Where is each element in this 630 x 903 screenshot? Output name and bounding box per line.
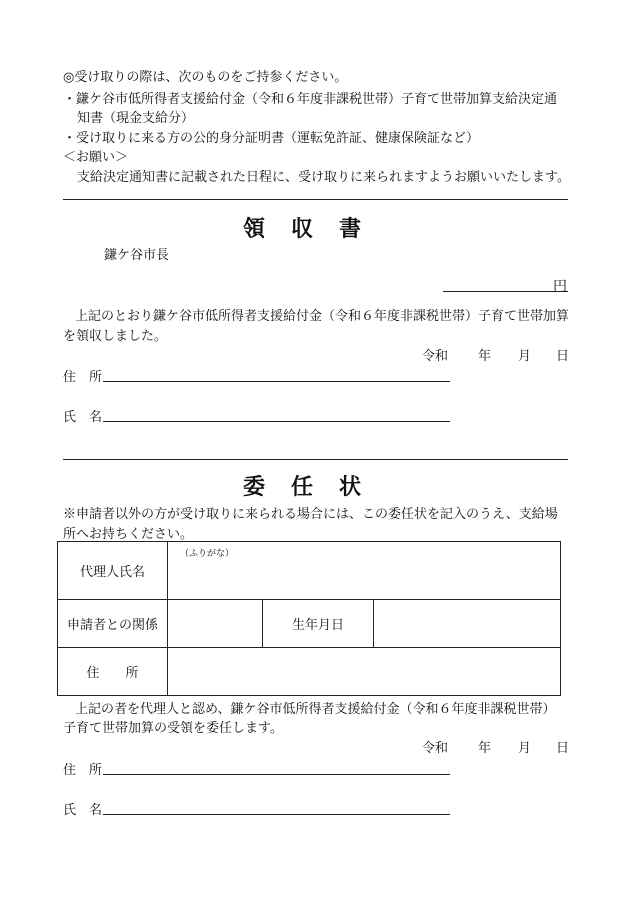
amount-line[interactable] bbox=[443, 291, 568, 292]
delegation-note-2: 所へお持ちください。 bbox=[63, 527, 194, 542]
delegation-date-month: 月 bbox=[518, 741, 532, 756]
delegation-table bbox=[57, 541, 561, 696]
yen-label: 円 bbox=[553, 279, 567, 295]
delegation-address-label: 住 所 bbox=[63, 763, 103, 778]
agent-address-field[interactable] bbox=[168, 648, 561, 696]
notice-line-6: 支給決定通知書に記載された日程に、受け取りに来られますようお願いいたします。 bbox=[77, 170, 570, 185]
receipt-name-field[interactable] bbox=[103, 421, 450, 422]
birthdate-label: 生年月日 bbox=[263, 600, 374, 648]
delegation-date-era: 令和 bbox=[422, 741, 449, 756]
notice-line-3: 知書（現金支給分） bbox=[77, 111, 195, 126]
delegation-body-1: 上記の者を代理人と認め、鎌ケ谷市低所得者支援給付金（令和６年度非課税世帯） bbox=[75, 702, 556, 717]
notice-line-2: ・鎌ケ谷市低所得者支援給付金（令和６年度非課税世帯）子育て世帯加算支給決定通 bbox=[63, 92, 558, 107]
birthdate-field[interactable] bbox=[374, 600, 561, 648]
delegation-note-1: ※申請者以外の方が受け取りに来られる場合には、この委任状を記入のうえ、支給場 bbox=[63, 507, 558, 522]
relation-label: 申請者との関係 bbox=[58, 600, 168, 648]
receipt-addressee: 鎌ケ谷市長 bbox=[104, 248, 170, 263]
relation-field[interactable] bbox=[168, 600, 263, 648]
delegation-date-day: 日 bbox=[556, 741, 570, 756]
receipt-address-field[interactable] bbox=[103, 381, 450, 382]
notice-line-5: ＜お願い＞ bbox=[63, 150, 129, 165]
agent-name-label: 代理人氏名 bbox=[58, 542, 168, 600]
delegation-title: 委任状 bbox=[242, 474, 387, 500]
delegation-name-label: 氏 名 bbox=[63, 803, 103, 818]
receipt-date-era: 令和 bbox=[422, 349, 449, 364]
receipt-address-label: 住 所 bbox=[63, 370, 103, 385]
delegation-body-2: 子育て世帯加算の受領を委任します。 bbox=[63, 721, 283, 736]
delegation-date-year: 年 bbox=[478, 741, 492, 756]
receipt-date-day: 日 bbox=[556, 349, 570, 364]
receipt-title: 領収書 bbox=[242, 216, 387, 242]
delegation-address-field[interactable] bbox=[103, 774, 450, 775]
receipt-body-2: を領収しました。 bbox=[63, 329, 168, 344]
receipt-date-year: 年 bbox=[478, 349, 492, 364]
agent-address-label: 住 所 bbox=[58, 648, 168, 696]
divider-top bbox=[63, 199, 568, 200]
divider-middle bbox=[63, 459, 568, 460]
receipt-date-month: 月 bbox=[518, 349, 532, 364]
delegation-name-field[interactable] bbox=[103, 814, 450, 815]
receipt-name-label: 氏 名 bbox=[63, 410, 103, 425]
furigana-label: （ふりがな） bbox=[180, 549, 235, 559]
receipt-body-1: 上記のとおり鎌ケ谷市低所得者支援給付金（令和６年度非課税世帯）子育て世帯加算 bbox=[75, 309, 570, 324]
notice-line-1: ◎受け取りの際は、次のものをご持参ください。 bbox=[63, 70, 348, 85]
notice-line-4: ・受け取りに来る方の公的身分証明書（運転免許証、健康保険証など） bbox=[63, 131, 480, 146]
